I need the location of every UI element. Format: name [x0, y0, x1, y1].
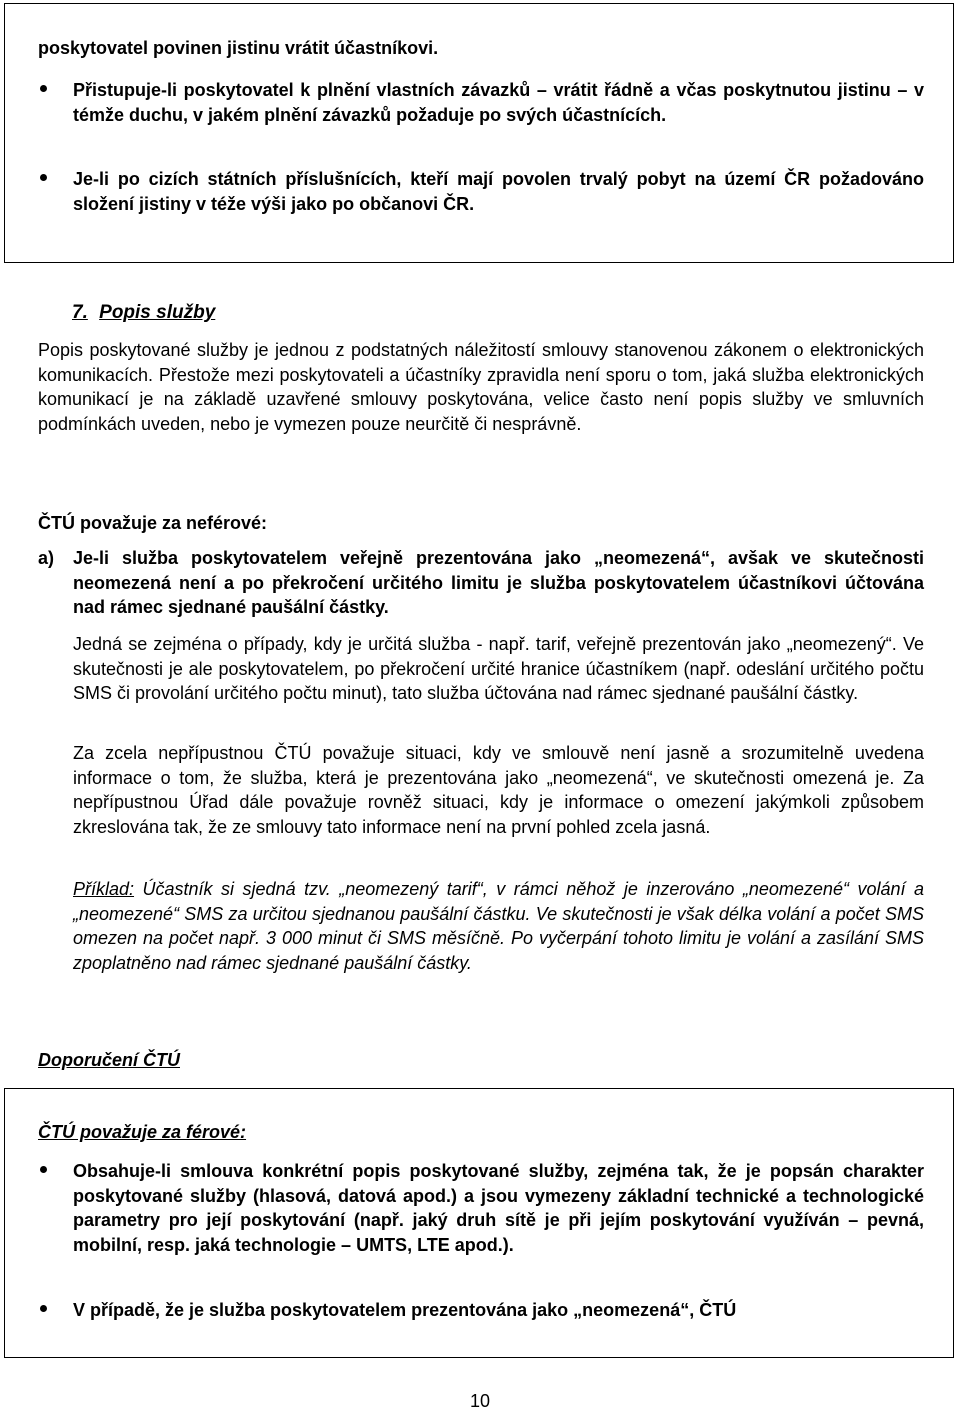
fair-bullet-item: V případě, že je služba poskytovatelem prezentována jako „neomezená“, ČTÚ	[73, 1300, 737, 1320]
bullet-item: Je-li po cizích státních příslušnících, kteří mají povolen trvalý pobyt na území ČR požadováno složení jistiny v téže výši jako po občanovi ČR.	[73, 169, 924, 214]
section-title: Popis služby	[99, 302, 216, 323]
fair-bullet-item: Obsahuje-li smlouva konkrétní popis poskytované služby, zejména tak, že je popsán charakter poskytované služby (hlasová, datová apod.) a jsou vymezeny základní technické a technologické parametry pro její poskytování (např. jaký druh sítě je při jejím poskytování využíván – pevná, mobilní, resp. jaká technologie – UMTS, LTE apod.).	[73, 1161, 924, 1255]
unfair-item-text: Je-li služba poskytovatelem veřejně prezentována jako „neomezená“, avšak ve skutečnosti neomezená není a po překročení určitého limitu je služba poskytovatelem účastníkovi účtována nad rámec sjednané paušální částky.	[73, 548, 924, 617]
bullet-dot	[40, 174, 47, 181]
page-number: 10	[469, 1391, 491, 1410]
example-text: Účastník si sjedná tzv. „neomezený tarif“, v rámci něhož je inzerováno „neomezené“ volání a „neomezené“ SMS za určitou sjednanou paušální částku. Ve skutečnosti je však délka volání a počet SMS omezen na počet např. 3 000 minut či SMS měsíčně. Po vyčerpání tohoto limitu je volání a zasílání SMS zpoplatněno nad rámec sjednané paušální částky.	[73, 879, 924, 973]
unfair-paragraph-2: Za zcela nepřípustnou ČTÚ považuje situaci, kdy ve smlouvě není jasně a srozumitelně uvedena informace o tom, že služba, která je prezentována jako „neomezená“, ve skutečnosti omezená je. Za nepřípustnou Úřad dále považuje rovněž situaci, kdy je informace o omezení jakýmkoli způsobem zkreslována tak, že ze smlouvy tato informace není na první pohled zcela jasná.	[73, 743, 924, 837]
fair-heading: ČTÚ považuje za férové:	[38, 1122, 247, 1142]
unfair-heading: ČTÚ považuje za neférové:	[38, 513, 268, 533]
continuation-text: poskytovatel povinen jistinu vrátit účastníkovi.	[38, 38, 439, 58]
unfair-paragraph-1: Jedná se zejména o případy, kdy je určitá služba - např. tarif, veřejně prezentován jako „neomezený“. Ve skutečnosti je ale poskytovatelem, po překročení určité hranice účastníkem (např. odeslání určitého počtu SMS či provolání určitého počtu minut), tato služba účtována nad rámec sjednané paušální částky.	[73, 634, 924, 703]
example-label: Příklad:	[73, 879, 135, 899]
section-heading	[72, 301, 215, 326]
recommendation-heading: Doporučení ČTÚ	[38, 1050, 180, 1070]
example-paragraph	[73, 877, 924, 975]
bullet-dot	[40, 85, 47, 92]
bullet-dot	[40, 1305, 47, 1312]
section-intro: Popis poskytované služby je jednou z podstatných náležitostí smlouvy stanovenou zákonem o elektronických komunikacích. Přestože mezi poskytovateli a účastníky zpravidla není sporu o tom, jaká služba elektronických komunikací je na základě uzavřené smlouvy poskytována, velice často není popis služby ve smluvních podmínkách uveden, nebo je vymezen pouze neurčitě či nesprávně.	[38, 340, 924, 434]
item-label: a)	[38, 548, 55, 568]
bullet-item: Přistupuje-li poskytovatel k plnění vlastních závazků – vrátit řádně a včas poskytnutou jistinu – v témže duchu, v jakém plnění závazků požaduje po svých účastnících.	[73, 80, 924, 125]
section-number: 7.	[72, 302, 88, 323]
bullet-dot	[40, 1166, 47, 1173]
